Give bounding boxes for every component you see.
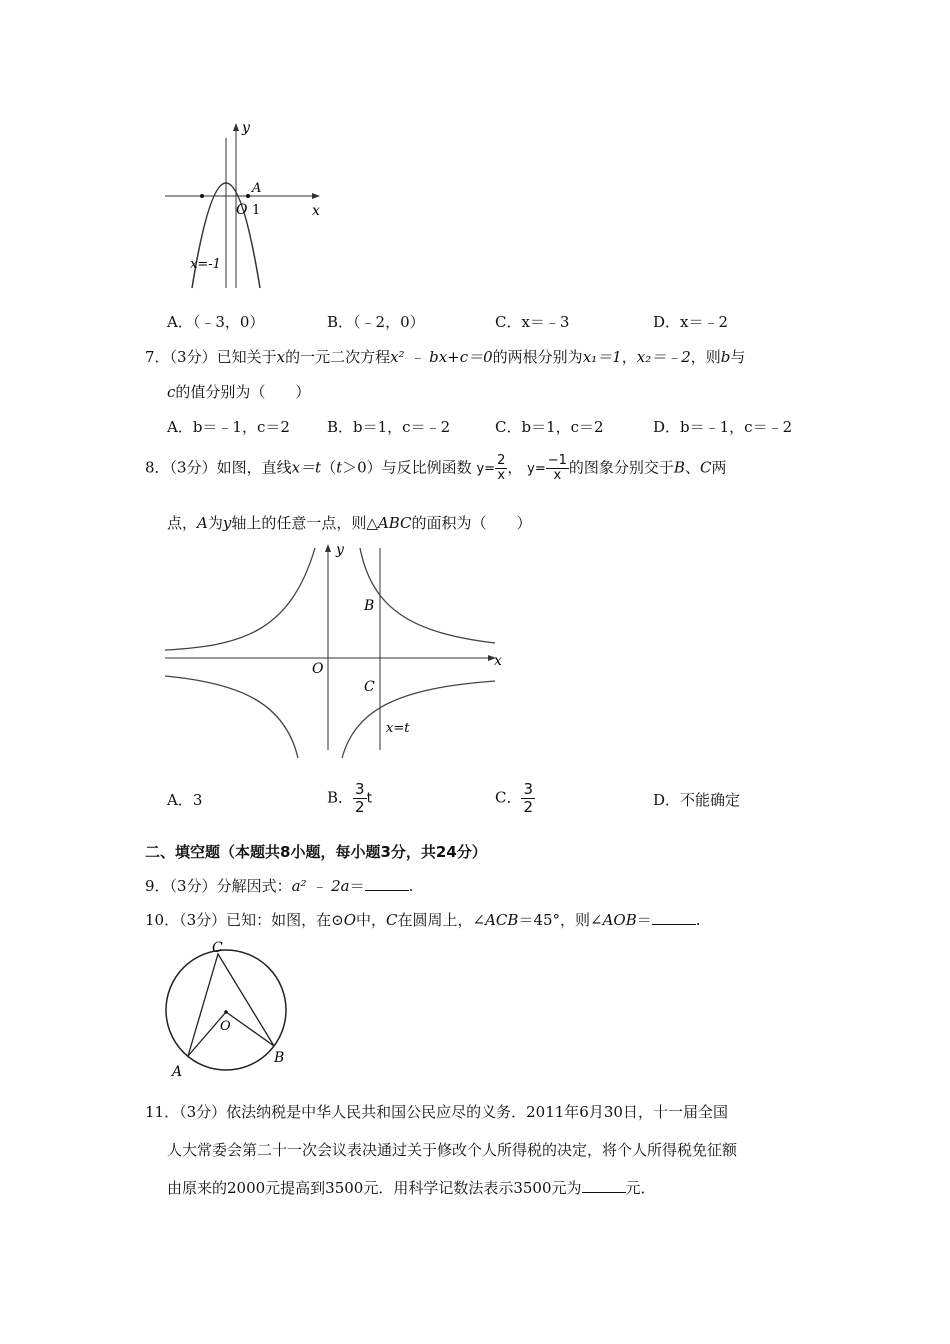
fraction-neg1-over-x: $\frac{-1}{x}$	[547, 453, 567, 483]
q11-line-2: 人大常委会第二十一次会议表决通过关于修改个人所得税的决定，将个人所得税免征额	[167, 1141, 738, 1159]
q10-answer-blank[interactable]	[652, 910, 696, 925]
fig1-axis-label: x=-1	[190, 257, 221, 272]
fig1-x-label: x	[312, 203, 320, 219]
fig2-b-label: B	[364, 598, 375, 614]
circle-figure	[158, 938, 298, 1080]
fig1-a-label: A	[252, 181, 262, 196]
q6-option-a[interactable]: A．（﹣3，0）	[167, 313, 265, 331]
section-2-heading: 二、填空题（本题共8小题，每小题3分，共24分）	[145, 843, 487, 861]
q7-option-c[interactable]: C．b＝1，c＝2	[495, 418, 604, 436]
fig2-x-label: x	[494, 653, 502, 669]
q8-option-c[interactable]: C． $\frac{3}{2}$	[495, 780, 534, 816]
fig3-b-label: B	[274, 1050, 285, 1066]
q11-line-1: 11．（3分）依法纳税是中华人民共和国公民应尽的义务．2011年6月30日，十一届全国	[145, 1103, 728, 1121]
q8-stem: 8．（3分）如图，直线x＝t（t＞0）与反比例函数 y= $\frac{2}{x}$ ， y= $\frac{-1}{x}$ 的图象分别交于B、C两	[145, 453, 727, 483]
q7-option-d[interactable]: D．b＝﹣1，c＝﹣2	[653, 418, 793, 436]
hyperbola-figure	[160, 538, 510, 766]
fig2-line-label: x=t	[386, 721, 410, 736]
q7-option-b[interactable]: B．b＝1，c＝﹣2	[327, 418, 451, 436]
q8-stem-cont: 点，A为y轴上的任意一点，则△ABC的面积为（ ）	[167, 514, 532, 532]
q8-option-d[interactable]: D．不能确定	[653, 791, 741, 809]
q10-stem: 10．（3分）已知：如图，在⊙O中，C在圆周上，∠ACB＝45°，则∠AOB＝ .	[145, 911, 701, 929]
q7-option-a[interactable]: A．b＝﹣1，c＝2	[167, 418, 290, 436]
q9-stem: 9．（3分）分解因式：a² ﹣ 2a＝ .	[145, 877, 414, 895]
q11-answer-blank[interactable]	[582, 1178, 626, 1193]
fig2-origin-label: O	[312, 661, 324, 677]
q6-option-b[interactable]: B．（﹣2，0）	[327, 313, 425, 331]
q8-option-a[interactable]: A．3	[167, 791, 203, 809]
fig3-c-label: C	[212, 940, 223, 956]
fig1-origin-label: O	[236, 202, 248, 218]
fig3-o-label: O	[220, 1019, 231, 1034]
q6-option-c[interactable]: C．x＝﹣3	[495, 313, 570, 331]
fig3-a-label: A	[172, 1064, 183, 1080]
q7-stem-cont: c的值分别为（ ）	[167, 383, 311, 401]
fig2-y-label: y	[336, 542, 344, 558]
fig2-c-label: C	[364, 679, 375, 695]
q9-answer-blank[interactable]	[365, 876, 409, 891]
q7-stem: 7．（3分）已知关于x的一元二次方程x² ﹣ bx+c＝0的两根分别为x₁＝1，x₂＝﹣2，则b与	[145, 348, 746, 366]
q8-option-b[interactable]: B． $\frac{3}{2}$ t	[327, 780, 373, 816]
fig1-y-label: y	[242, 120, 250, 136]
q11-line-3: 由原来的2000元提高到3500元．用科学记数法表示3500元为 元．	[167, 1179, 656, 1197]
q6-option-d[interactable]: D．x＝﹣2	[653, 313, 729, 331]
parabola-figure	[160, 118, 330, 293]
fraction-2-over-x: $\frac{2}{x}$	[497, 453, 506, 483]
fig1-one-label: 1	[252, 203, 261, 218]
